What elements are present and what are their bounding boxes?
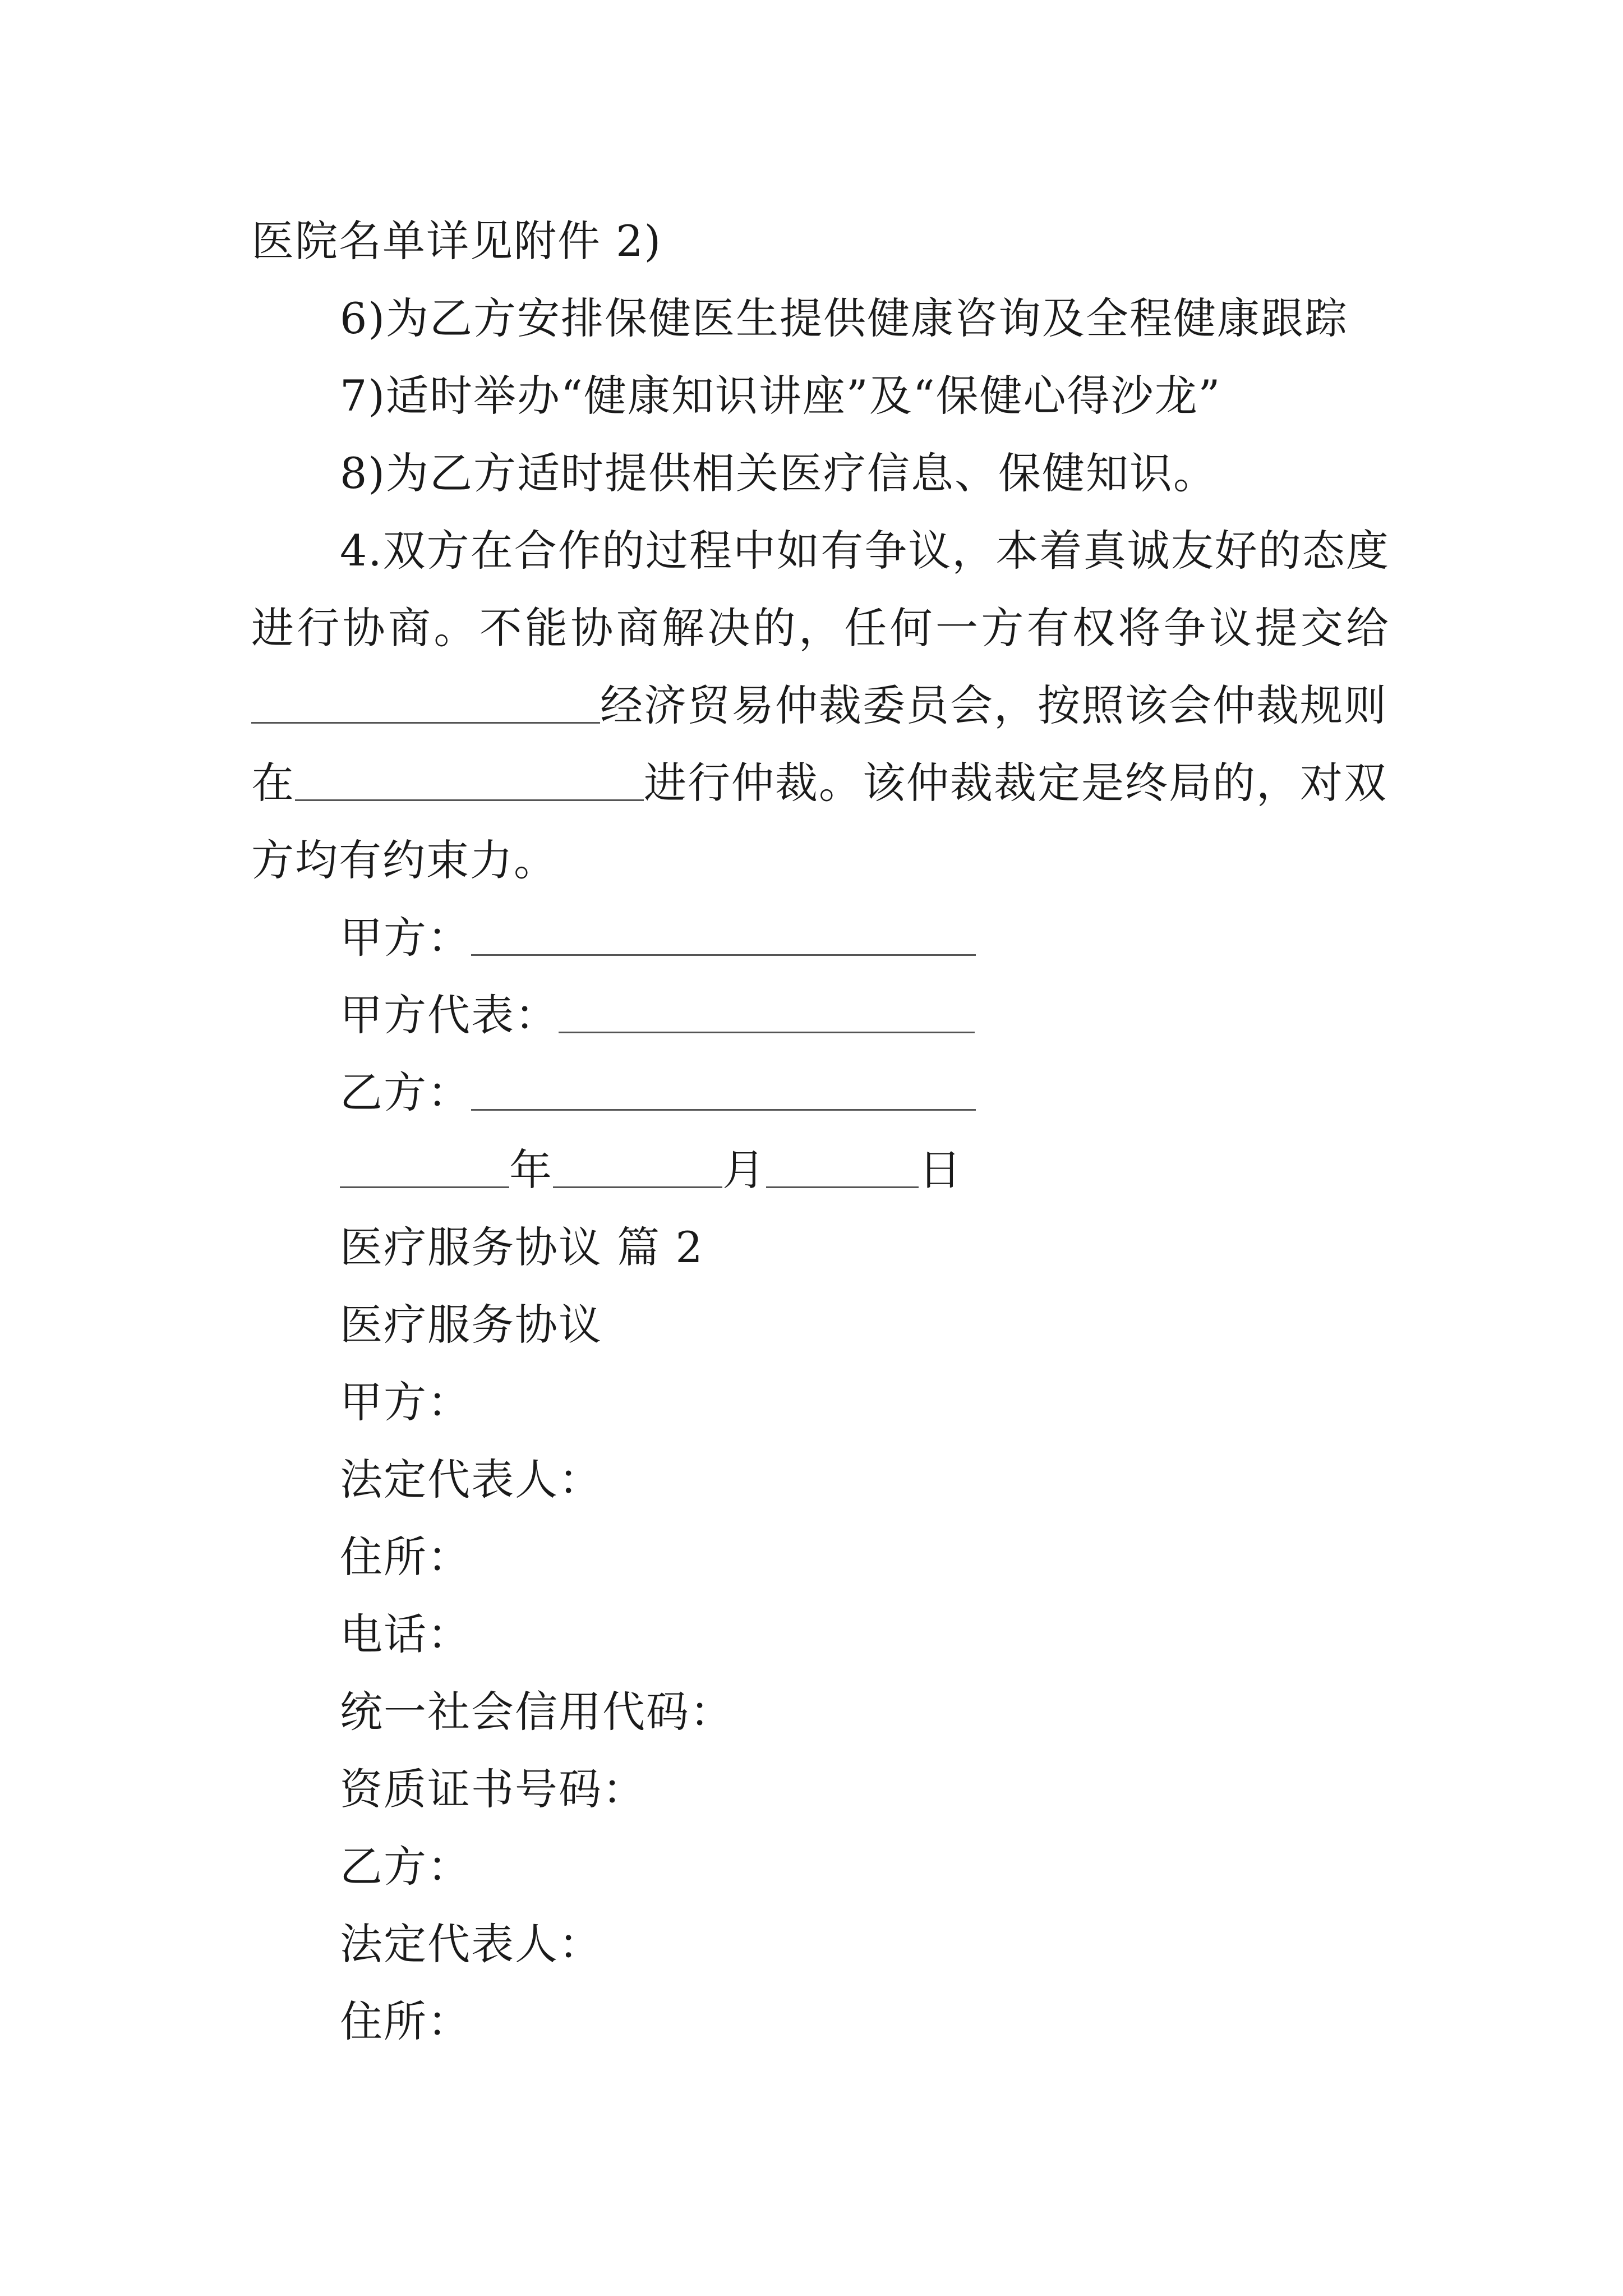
qualification-number-field: 资质证书号码：: [340, 1764, 646, 1814]
arbitration-place-blank[interactable]: [295, 759, 644, 801]
month-label: 月: [722, 1145, 766, 1195]
party-b-field: 乙方：: [340, 1842, 471, 1892]
section-heading: 医疗服务协议 篇 2: [340, 1222, 704, 1272]
legal-representative-field: 法定代表人：: [340, 1919, 602, 1969]
body-line-text: 在: [251, 758, 295, 808]
arbitration-commission-line: [251, 678, 1387, 734]
day-label: 日: [919, 1145, 962, 1195]
date-line: [340, 1142, 962, 1198]
address-field: 住所：: [340, 1532, 471, 1582]
body-line: [251, 600, 1390, 656]
body-line: 6)为乙方安排保健医生提供健康咨询及全程健康跟踪: [340, 293, 1349, 343]
body-line: 方均有约束力。: [251, 835, 557, 885]
body-line-text: 经济贸易仲裁委员会，按照该会仲裁规则: [600, 680, 1387, 730]
address-field: 住所：: [340, 1996, 471, 2046]
body-line: 8)为乙方适时提供相关医疗信息、保健知识。: [340, 448, 1218, 498]
party-a-rep-label: 甲方代表：: [340, 990, 559, 1040]
credit-code-field: 统一社会信用代码：: [340, 1687, 734, 1737]
party-b-signature-line: [340, 1065, 976, 1121]
commission-name-blank[interactable]: [251, 682, 600, 724]
body-line-text: 进行协商。不能协商解决的，任何一方有权将争议提交给: [251, 603, 1390, 653]
party-a-rep-blank[interactable]: [559, 991, 975, 1033]
body-line: 医院名单详见附件 2): [251, 216, 662, 266]
party-a-field: 甲方：: [340, 1377, 471, 1427]
party-b-label: 乙方：: [340, 1068, 471, 1117]
party-a-label: 甲方：: [340, 913, 471, 963]
phone-field: 电话：: [340, 1609, 471, 1659]
year-blank[interactable]: [340, 1146, 509, 1188]
legal-representative-field: 法定代表人：: [340, 1455, 602, 1504]
party-a-blank[interactable]: [471, 914, 976, 956]
party-b-blank[interactable]: [471, 1069, 976, 1111]
agreement-title: 医疗服务协议: [340, 1300, 602, 1350]
party-a-signature-line: [340, 910, 976, 966]
day-blank[interactable]: [766, 1146, 919, 1188]
arbitration-place-line: [251, 755, 1387, 811]
body-line: [340, 523, 1390, 579]
body-line-text: 进行仲裁。该仲裁裁定是终局的，对双: [644, 758, 1387, 808]
body-line-text: 4.双方在合作的过程中如有争议，本着真诚友好的态度: [340, 526, 1390, 576]
year-label: 年: [509, 1145, 553, 1195]
body-line: 7)适时举办“健康知识讲座”及“保健心得沙龙”: [340, 371, 1221, 421]
month-blank[interactable]: [553, 1146, 722, 1188]
party-a-rep-signature-line: [340, 987, 975, 1043]
